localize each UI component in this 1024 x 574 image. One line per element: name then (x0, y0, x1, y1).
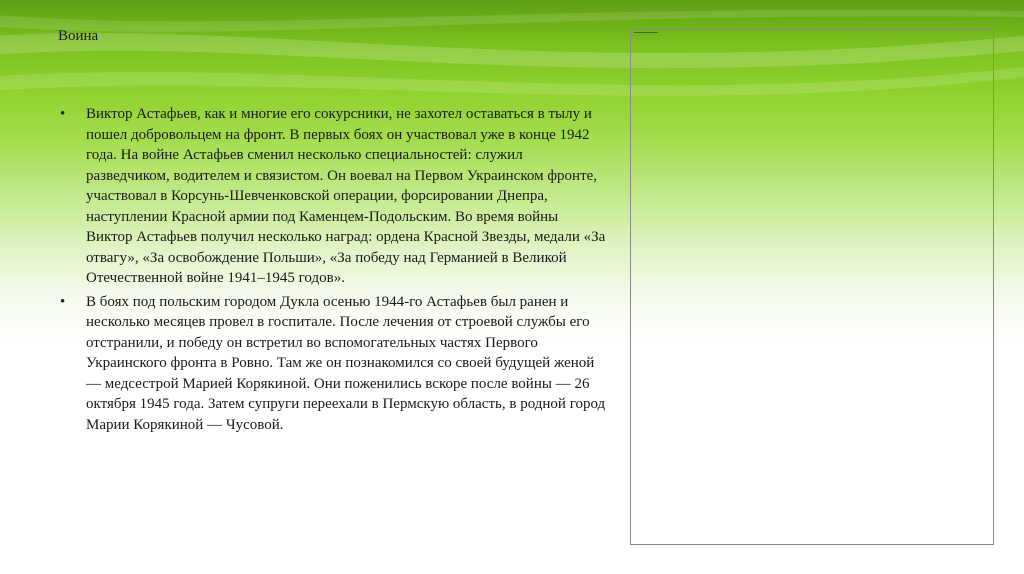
bullet-text: Виктор Астафьев, как и многие его сокурсники, не захотел оставаться в тылу и пошел добровольцем на фронт. В первых боях он участвовал уже в конце 1942 года. На войне Астафьев сменил несколько специальностей: служил разведчиком, водителем и связистом. Он воевал на Первом Украинском фронте, участвовал в Корсунь-Шевченковской операции, форсировании Днепра, наступлении Красной армии под Каменцем-Подольским. Во время войны Виктор Астафьев получил несколько наград: ордена Красной Звезды, медали «За отвагу», «За освобождение Польши», «За победу над Германией в Великой Отечественной войне 1941–1945 годов». (86, 106, 606, 286)
image-placeholder-mark (634, 32, 658, 33)
bullet-item (60, 104, 608, 289)
bullet-text: В боях под польским городом Дукла осенью 1944-го Астафьев был ранен и несколько месяцев провел в госпитале. После лечения от строевой службы его отстранили, и победу он встретил во вспомогательных частях Первого Украинского фронта в Ровно. Там же он познакомился со своей будущей женой — медсестрой Марией Корякиной. Они поженились вскоре после войны — 26 октября 1945 года. Затем супруги переехали в Пермскую область, в родной город Марии Корякиной — Чусовой. (86, 293, 606, 433)
bullet-dot: • (60, 293, 66, 310)
bullet-item (60, 292, 608, 436)
slide-title: Воина (58, 28, 99, 44)
image-placeholder-frame (630, 29, 994, 545)
bullet-dot: • (60, 106, 66, 122)
bullet-list (60, 104, 608, 438)
